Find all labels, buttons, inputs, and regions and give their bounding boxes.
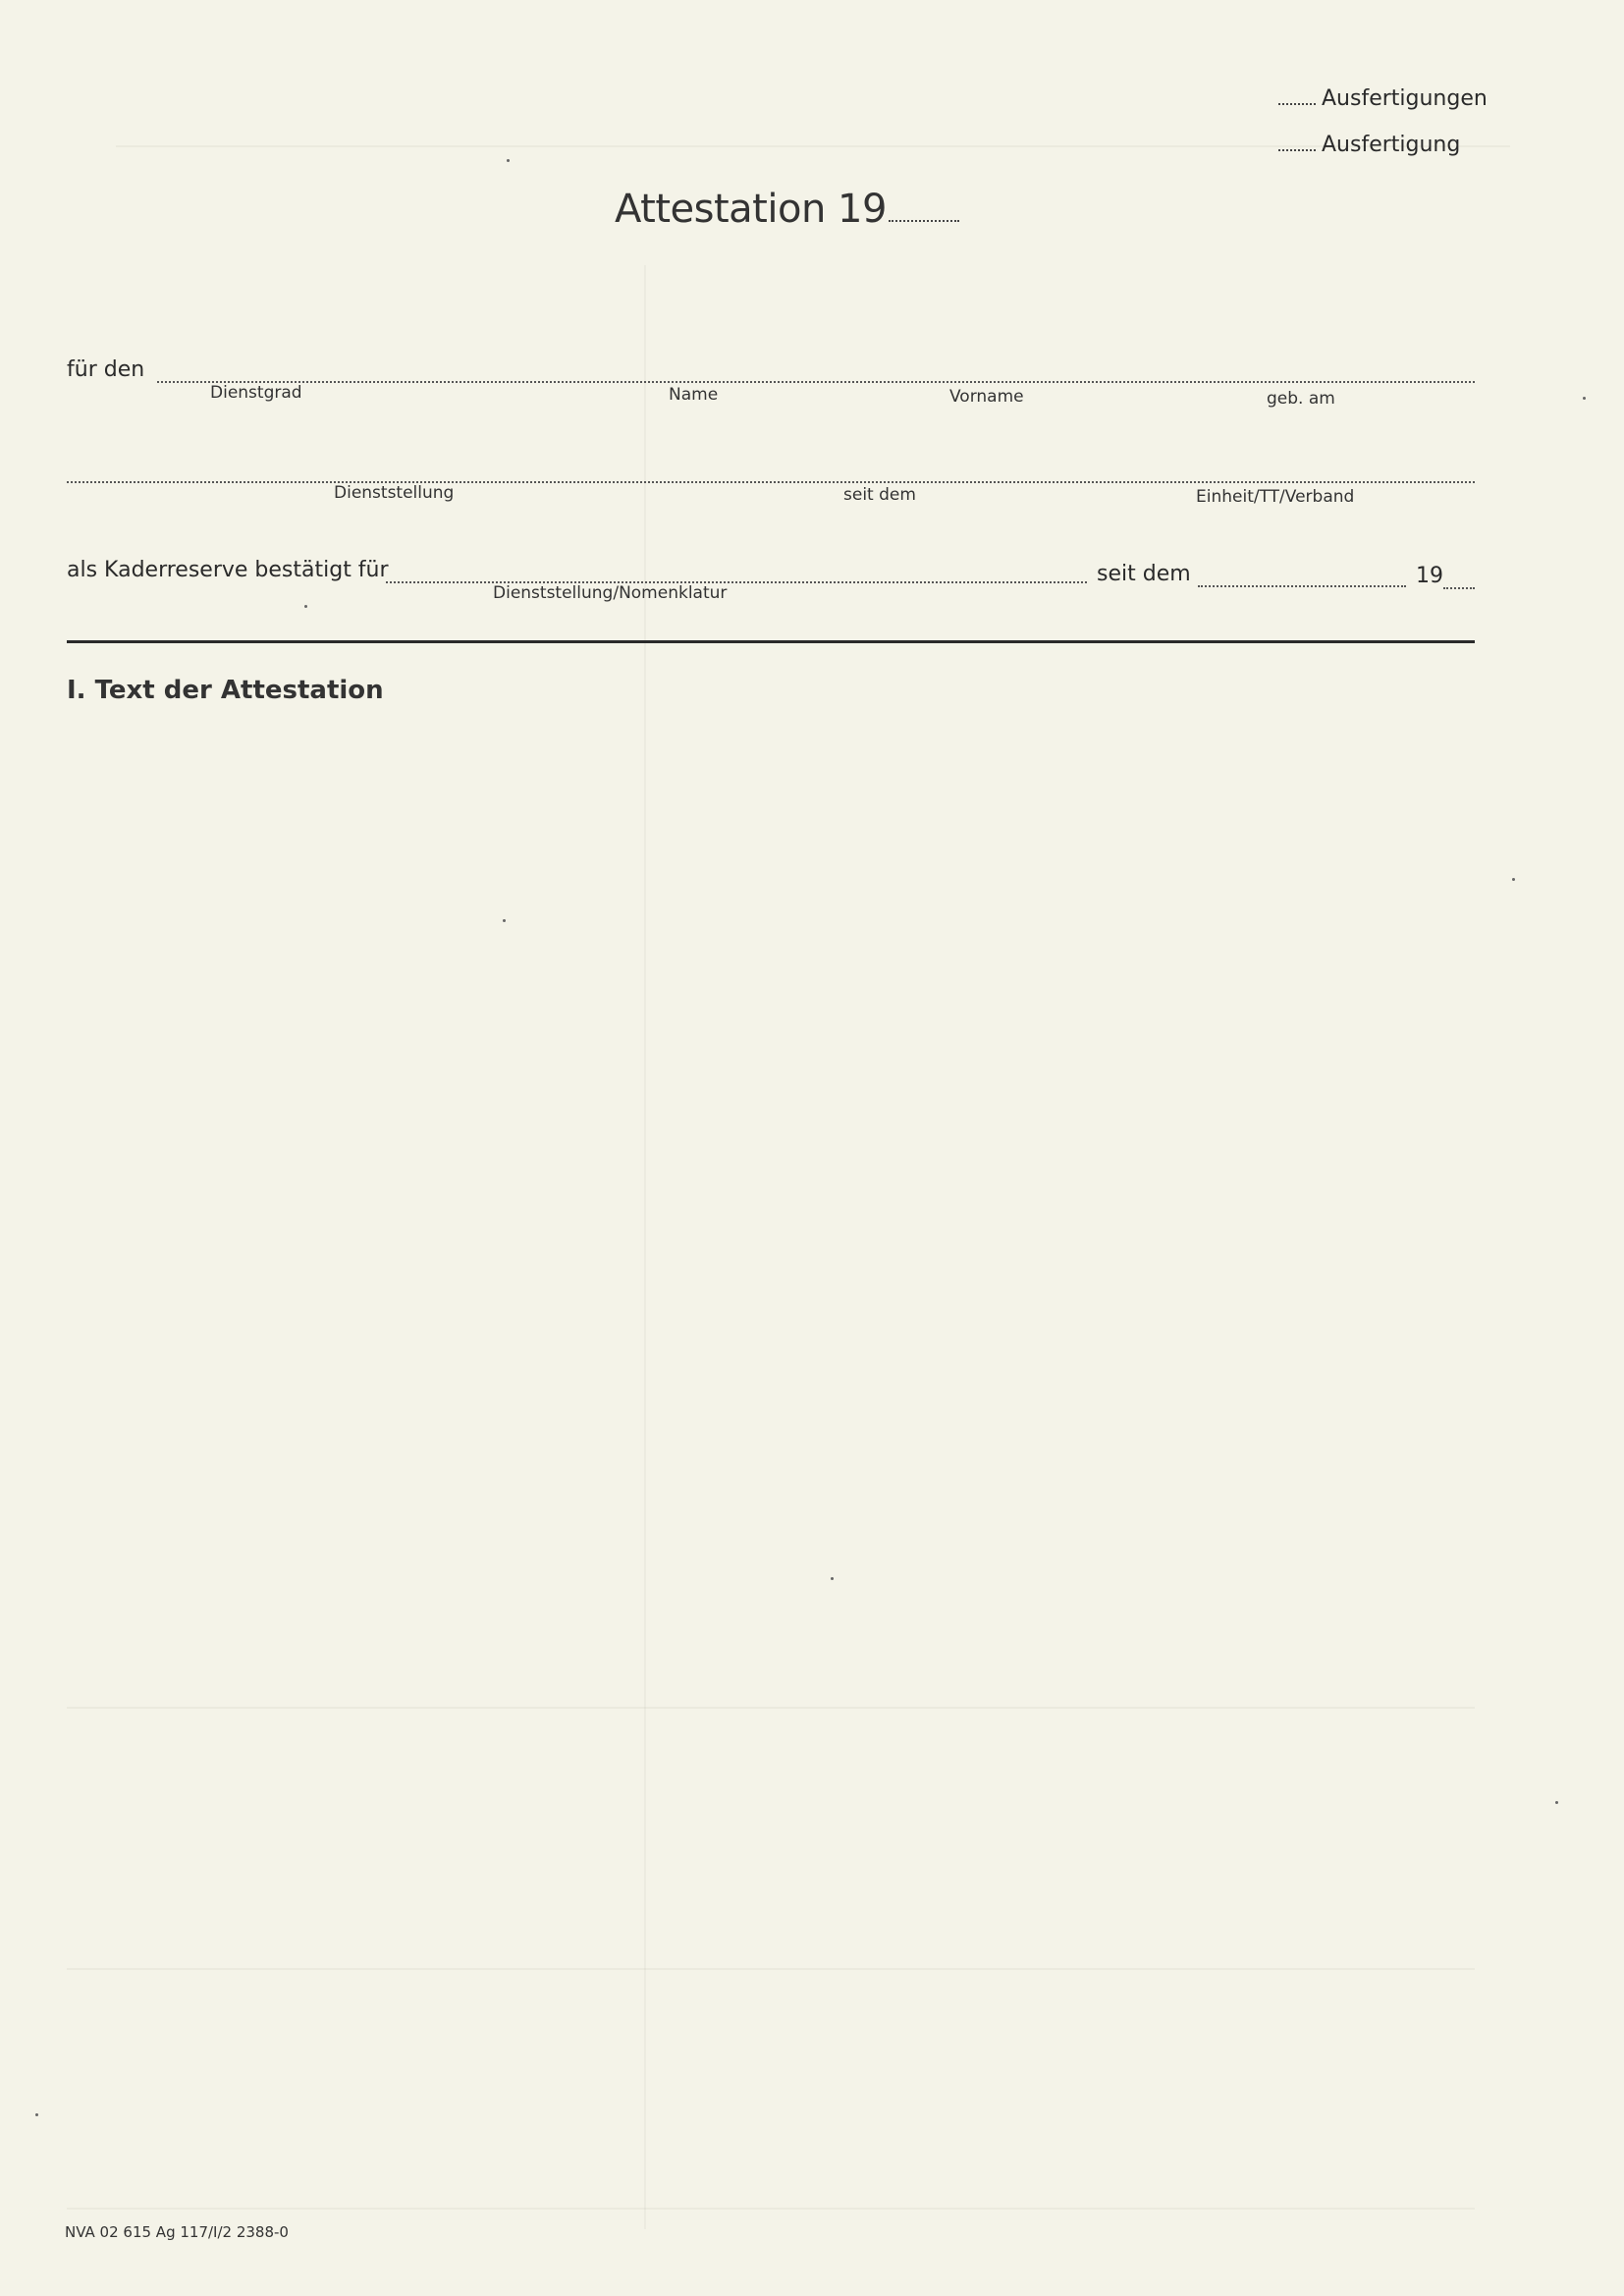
caption-vorname: Vorname	[949, 387, 1024, 407]
row3-seit-dem-label: seit dem	[1097, 562, 1191, 586]
row3-lead-label: als Kaderreserve bestätigt für	[67, 558, 389, 582]
row3-date-fill-line[interactable]	[1198, 585, 1406, 587]
title-year-fill-line	[889, 220, 959, 222]
page-title	[615, 187, 959, 232]
copies-plural-fill-line	[1278, 103, 1316, 105]
print-speck	[507, 159, 510, 162]
print-speck	[503, 919, 506, 922]
print-speck	[831, 1577, 834, 1580]
section-heading-text-der-attestation: I. Text der Attestation	[67, 676, 384, 705]
copies-singular-label: Ausfertigung	[1322, 133, 1461, 157]
print-speck	[35, 2113, 38, 2116]
caption-einheit-tt-verband: Einheit/TT/Verband	[1196, 487, 1355, 507]
print-speck	[1555, 1801, 1558, 1804]
print-speck	[1512, 878, 1515, 881]
section-divider	[67, 640, 1475, 643]
caption-geb-am: geb. am	[1267, 389, 1335, 409]
copies-singular-fill-line	[1278, 149, 1316, 151]
page-title-text: Attestation 19	[615, 187, 887, 232]
form-number: NVA 02 615 Ag 117/I/2 2388-0	[65, 2223, 289, 2241]
caption-dienststellung: Dienststellung	[334, 483, 455, 503]
copies-plural	[1278, 86, 1488, 111]
row1-fill-line[interactable]	[157, 381, 1475, 383]
copies-plural-label: Ausfertigungen	[1322, 86, 1488, 111]
row1-lead-label: für den	[67, 357, 145, 382]
caption-dienststellung-nomenklatur: Dienststellung/Nomenklatur	[493, 583, 728, 603]
bleed-through-line	[67, 2208, 1475, 2210]
print-speck	[304, 605, 307, 608]
caption-dienstgrad: Dienstgrad	[210, 383, 302, 403]
copies-singular	[1278, 133, 1460, 157]
attestation-text-area[interactable]	[67, 727, 1475, 2180]
row3-year-fill-line[interactable]	[1443, 587, 1475, 589]
row3-position-fill-line[interactable]	[386, 581, 1087, 583]
print-speck	[1583, 397, 1586, 400]
row2-fill-line[interactable]	[67, 481, 1475, 483]
row3-year-prefix: 19	[1416, 564, 1443, 588]
caption-name: Name	[669, 385, 719, 405]
caption-seit-dem: seit dem	[843, 485, 916, 505]
